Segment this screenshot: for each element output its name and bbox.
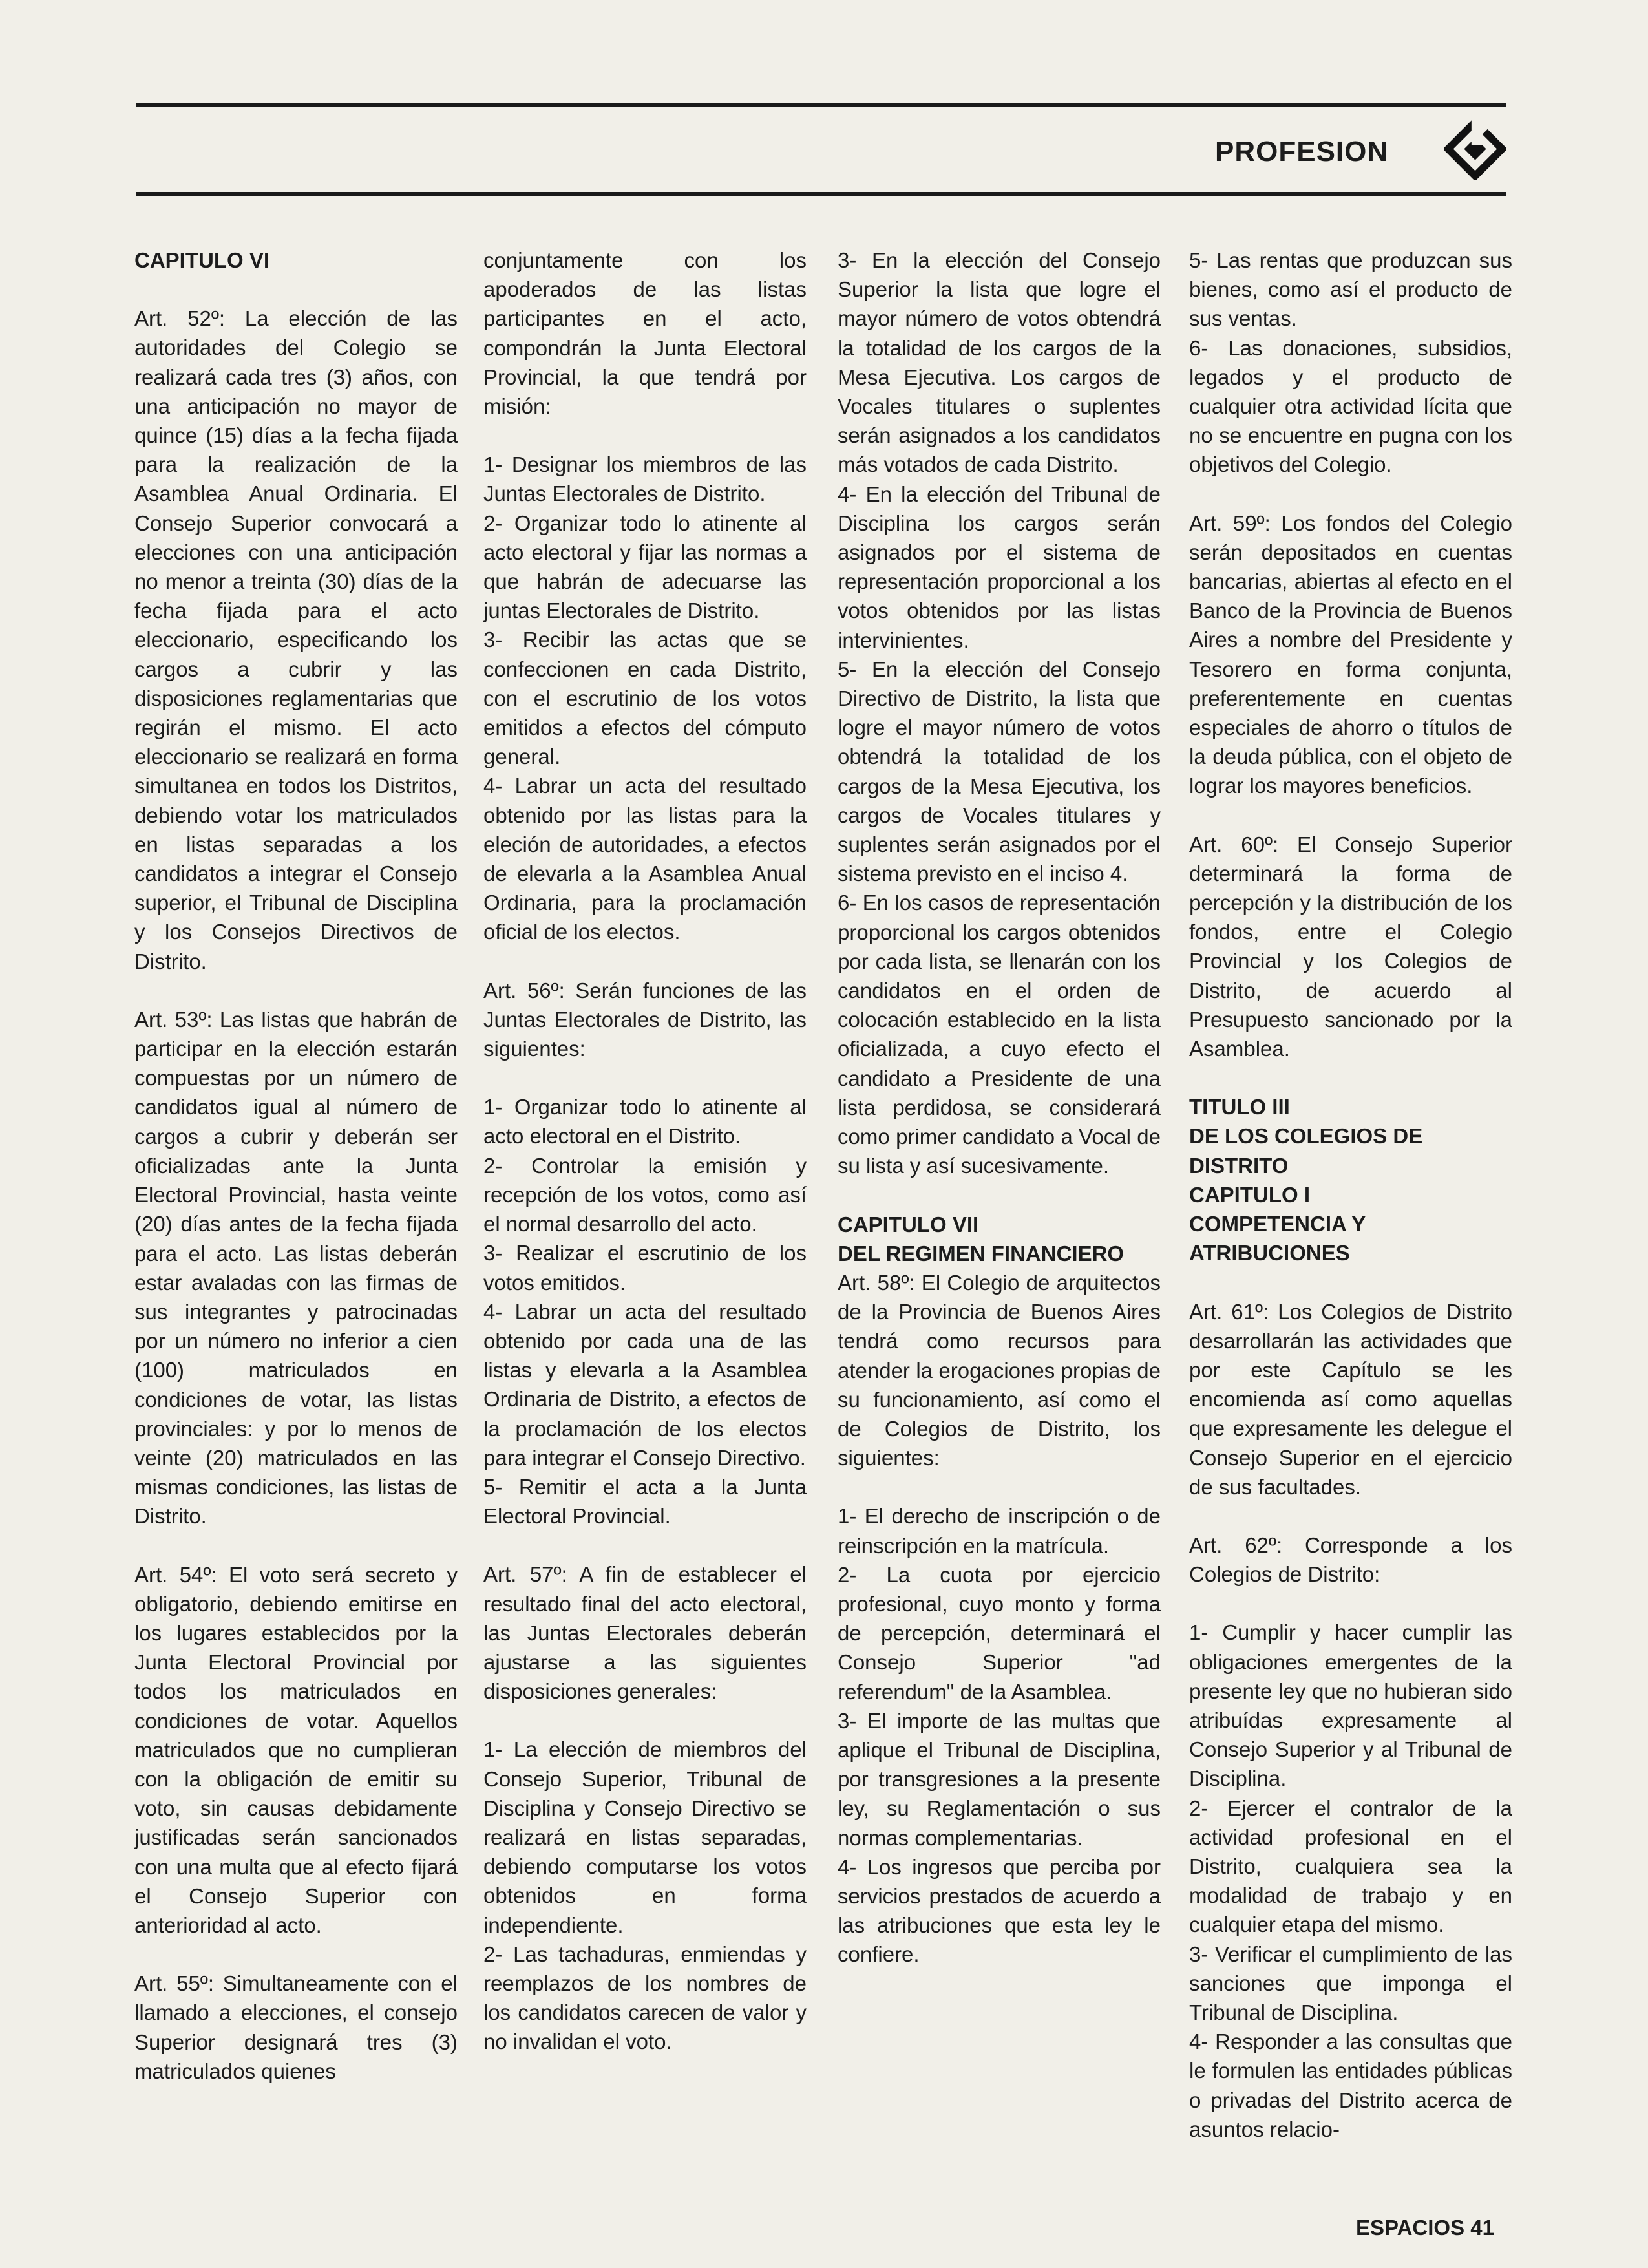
- list-item: 2- Controlar la emisión y recepción de los votos, como así el normal desarrollo del acto.: [483, 1153, 807, 1236]
- list-item: 5- Remitir el acta a la Junta Electoral Provincial.: [483, 1474, 807, 1529]
- article-58: Art. 58º: El Colegio de arquitectos de la Provincia de Buenos Aires tendrá como recursos para atender la erogaciones propias de su funcionamiento, así como el de Colegios de Distrito, los siguientes:: [838, 1270, 1161, 1470]
- article-54: Art. 54º: El voto será secreto y obligatorio, debiendo emitirse en los lugares establecidos por la Junta Electoral Provincial por todos los matriculados en condiciones de votar. Aquellos matriculados que no cumplieran con la obligación de emitir su voto, sin causas debidamente justificadas serán sancionados con una multa que al efecto fijará el Consejo Superior con anterioridad al acto.: [134, 1562, 458, 1937]
- list-item: 1- La elección de miembros del Consejo Superior, Tribunal de Disciplina y Consejo Directivo se realizará en listas separadas, debiendo computarse los votos obtenidos en forma independiente.: [483, 1737, 807, 1937]
- article-57: Art. 57º: A fin de establecer el resultado final del acto electoral, las Juntas Electorales deberán ajustarse a las siguientes disposiciones generales:: [483, 1562, 807, 1704]
- list-item: 2- Ejercer el contralor de la actividad profesional en el Distrito, cualquiera sea la modalidad de trabajo y en cualquier etapa del mismo.: [1189, 1796, 1512, 1937]
- list-item: 2- La cuota por ejercicio profesional, cuyo monto y forma de percepción, determinará el Consejo Superior "ad referendum" de la Asamblea.: [838, 1562, 1161, 1704]
- column-3: [838, 246, 1161, 1969]
- list-item: 4- Los ingresos que perciba por servicios prestados de acuerdo a las atribuciones que esta ley le confiere.: [838, 1854, 1161, 1967]
- article-59: Art. 59º: Los fondos del Colegio serán depositados en cuentas bancarias, abiertas al efecto en el Banco de la Provincia de Buenos Aires a nombre del Presidente y Tesorero en forma conjunta, preferentemente en cuentas especiales de ahorro o títulos de la deuda pública, con el objeto de lograr los mayores beneficios.: [1189, 511, 1512, 798]
- header-rule-top: [136, 103, 1506, 107]
- list-item: 1- Organizar todo lo atinente al acto electoral en el Distrito.: [483, 1095, 807, 1149]
- chapter-subheading: DEL REGIMEN FINANCIERO: [838, 1241, 1125, 1266]
- list-item: 4- Labrar un acta del resultado obtenido por cada una de las listas y elevarla a la Asamblea Ordinaria de Distrito, a efectos de la proclamación de los electos para integrar el Consejo Directivo.: [483, 1299, 807, 1470]
- chapter-heading: CAPITULO VII: [838, 1212, 979, 1236]
- page-footer: [1356, 2216, 1494, 2240]
- article-55: Art. 55º: Simultaneamente con el llamado a elecciones, el consejo Superior designará tres (3) matriculados quienes: [134, 1971, 458, 2083]
- article-52: Art. 52º: La elección de las autoridades del Colegio se realizará cada tres (3) años, con una anticipación no mayor de quince (15) días a la fecha fijada para la realización de la Asamblea Anual Ordinaria. El Consejo Superior convocará a elecciones con una anticipación no menor a treinta (30) días de la fecha fijada para el acto eleccionario, especificando los cargos a cubrir y las disposiciones reglamentarias que regirán el mismo. El acto eleccionario se realizará en forma simultanea en todos los Distritos, debiendo votar los matriculados en listas separadas a los candidatos a integrar el Consejo superior, el Tribunal de Disciplina y los Consejos Directivos de Distrito.: [134, 306, 458, 973]
- chapter-subheading: COMPETENCIA Y ATRIBUCIONES: [1189, 1212, 1366, 1266]
- article-55-cont: conjuntamente con los apoderados de las listas participantes en el acto, compondrán la Junta Electoral Provincial, la que tendrá por misión:: [483, 248, 807, 419]
- article-53: Art. 53º: Las listas que habrán de participar en la elección estarán compuestas por un número de candidatos igual al número de cargos a cubrir y deberán ser oficializadas ante la Junta Electoral Provincial, hasta veinte (20) días antes de la fecha fijada para el acto. Las listas deberán estar avaladas con las firmas de sus integrantes y patrocinadas por un número no inferior a cien (100) matriculados en condiciones de votar, las listas provinciales: y por lo menos de veinte (20) matriculados en las mismas condiciones, las listas de Distrito.: [134, 1007, 458, 1529]
- article-56: Art. 56º: Serán funciones de las Juntas Electorales de Distrito, las siguientes:: [483, 978, 807, 1061]
- magazine-name: ESPACIOS: [1356, 2216, 1465, 2240]
- list-item: 2- Organizar todo lo atinente al acto electoral y fijar las normas a que habrán de adecuarse las juntas Electorales de Distrito.: [483, 511, 807, 623]
- chapter-heading: CAPITULO I: [1189, 1182, 1310, 1207]
- list-item: 3- Recibir las actas que se confeccionen en cada Distrito, con el escrutinio de los votos emitidos a efectos del cómputo general.: [483, 628, 807, 769]
- diamond-logo-icon: [1444, 118, 1506, 180]
- title-subheading: DE LOS COLEGIOS DE DISTRITO: [1189, 1124, 1423, 1178]
- list-item: 3- Verificar el cumplimiento de las sanciones que imponga el Tribunal de Disciplina.: [1189, 1942, 1512, 2024]
- list-item: 5- Las rentas que produzcan sus bienes, como así el producto de sus ventas.: [1189, 248, 1512, 331]
- list-item: 2- Las tachaduras, enmiendas y reemplazos de los nombres de los candidatos carecen de valor y no invalidan el voto.: [483, 1942, 807, 2054]
- list-item: 1- Cumplir y hacer cumplir las obligaciones emergentes de la presente ley que no hubieran sido atribuídas expresamente al Consejo Superior y al Tribunal de Disciplina.: [1189, 1620, 1512, 1791]
- list-item: 1- El derecho de inscripción o de reinscripción en la matrícula.: [838, 1504, 1161, 1558]
- list-item: 4- Responder a las consultas que le formulen las entidades públicas o privadas del Distrito acerca de asuntos relacio-: [1189, 2030, 1512, 2141]
- page-number: 41: [1470, 2216, 1494, 2240]
- header-rule-bottom: [136, 192, 1506, 196]
- title-heading: TITULO III: [1189, 1095, 1290, 1119]
- list-item: 3- En la elección del Consejo Superior la lista que logre el mayor número de votos obtendrá la totalidad de los cargos de la Mesa Ejecutiva. Los cargos de Vocales titulares o suplentes serán asignados a los candidatos más votados de cada Distrito.: [838, 248, 1161, 477]
- list-item: 6- En los casos de representación proporcional los cargos obtenidos por cada lista, se llenarán con los candidatos en el orden de colocación establecido en la lista oficializada, a cuyo efecto el candidato a Presidente de una lista perdidosa, se considerará como primer candidato a Vocal de su lista y así sucesivamente.: [838, 891, 1161, 1178]
- section-label: PROFESION: [1215, 136, 1389, 167]
- column-2: [483, 246, 807, 2057]
- list-item: 3- El importe de las multas que aplique el Tribunal de Disciplina, por transgresiones a la presente ley, su Reglamentación o sus normas complementarias.: [838, 1708, 1161, 1850]
- list-item: 1- Designar los miembros de las Juntas Electorales de Distrito.: [483, 452, 807, 506]
- list-item: 4- En la elección del Tribunal de Disciplina los cargos serán asignados por el sistema de representación proporcional a los votos obtenidos por las listas intervinientes.: [838, 482, 1161, 652]
- article-60: Art. 60º: El Consejo Superior determinará la forma de percepción y la distribución de los fondos, entre el Colegio Provincial y los Colegios de Distrito, de acuerdo al Presupuesto sancionado por la Asamblea.: [1189, 832, 1512, 1061]
- article-62: Art. 62º: Corresponde a los Colegios de Distrito:: [1189, 1532, 1512, 1587]
- list-item: 3- Realizar el escrutinio de los votos emitidos.: [483, 1241, 807, 1295]
- article-61: Art. 61º: Los Colegios de Distrito desarrollarán las actividades que por este Capítulo se les encomienda así como aquellas que expresamente les delegue el Consejo Superior en el ejercicio de sus facultades.: [1189, 1299, 1512, 1499]
- column-4: [1189, 246, 1512, 2144]
- list-item: 4- Labrar un acta del resultado obtenido por las listas para la eleción de autoridades, a efectos de elevarla a la Asamblea Anual Ordinaria, para la proclamación oficial de los electos.: [483, 774, 807, 944]
- chapter-heading: CAPITULO VI: [134, 248, 270, 272]
- list-item: 5- En la elección del Consejo Directivo de Distrito, la lista que logre el mayor número de votos obtendrá la totalidad de los cargos de la Mesa Ejecutiva, los cargos de Vocales titulares y suplentes serán asignados por el sistema previsto en el inciso 4.: [838, 657, 1161, 886]
- list-item: 6- Las donaciones, subsidios, legados y el producto de cualquier otra actividad lícita que no se encuentre en pugna con los objetivos del Colegio.: [1189, 335, 1512, 477]
- column-1: [134, 246, 458, 2086]
